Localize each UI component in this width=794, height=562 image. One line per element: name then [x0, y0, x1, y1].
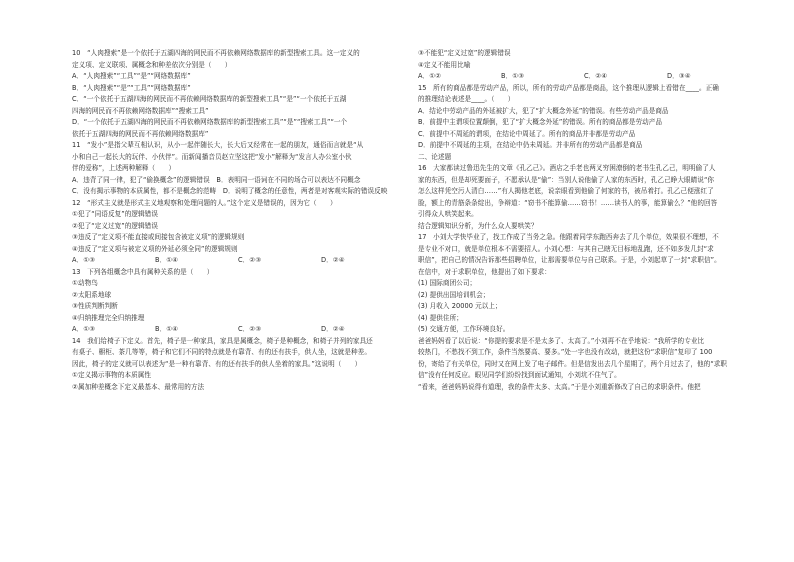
left-column [72, 48, 404, 393]
option-a: A．①③ [72, 256, 96, 264]
q14-options [418, 71, 750, 83]
text-line: 17 小刘大学快毕业了，找工作成了当务之急。他跟着同学东跑西奔去了几个单位，效果很不理想，不 [418, 233, 719, 241]
text-line: 因此，椅子的定义就可以表述为“是一种有靠背、有的还有扶手的供人坐着的家具。”这说明（ ） [72, 359, 362, 368]
text-line: ③性质判断判断 [72, 302, 118, 310]
text-line: C．“一个依托于五湖四海的网民而不再依赖网络数据库的新型搜索工具”“是”“一个依托于五湖 [72, 95, 347, 103]
text-line: 怎么这样凭空污人清白……”有人揭他老底，说亲眼看到他偷了何家的书，被吊着打。孔乙己便涨红了 [418, 187, 714, 195]
option-a: A．①② [418, 72, 442, 80]
text-line: ③不能犯“定义过宽”的逻辑错误 [418, 49, 511, 57]
option-b: B．①③ [501, 72, 525, 80]
text-line: 脸，额上的青筋条条绽出，争辩道：“窃书不能算偷……窃书！……读书人的事，能算偷么？”他的回答 [418, 198, 718, 207]
text-line: A．“人肉搜索”“工具”“是”“网络数据库” [72, 72, 191, 80]
text-line: ②太阳系地球 [72, 290, 112, 299]
option-b: B．①④ [155, 325, 179, 333]
text-line: 15 所有的商品都是劳动产品，所以，所有的劳动产品都是商品，这个推理从逻辑上看错在____。正确 [418, 83, 719, 92]
text-line: 16 大家都读过鲁迅先生的文章《孔乙己》。酒店之手老也两叉穷困潦倒的老书生孔乙己，明明偷了人 [418, 164, 716, 172]
text-line: 信”没有任何反应。眼见同学们纷纷找到面试通知，小刘坑不住气了。 [418, 371, 621, 379]
right-column [418, 48, 750, 393]
text-line: 家的东西，但是却死要面子，不愿承认是“偷”：当别人说他偷了人家的东西时，孔乙己睁大眼睛说“你 [418, 175, 715, 184]
text-line: 有桌子、橱柜、茶几等等，椅子和它们不同的特点就是有靠背、有的还有扶手，供人坐，这就是种差。 [72, 348, 371, 356]
text-line: C．没有揭示事物的本质属性，都不是概念的范畴 D．说明了概念的任意性，两者是对客观实际的错误反映 [72, 187, 388, 195]
text-line: 在信中，对于求职单位，他提出了如下要求： [418, 267, 551, 276]
option-a: A．①③ [72, 325, 96, 333]
text-line: B．前提中主谓项位置颠倒，犯了“扩大概念外延”的错误。所有的商品都是劳动产品 [418, 118, 663, 126]
text-line: ④违反了“定义项与被定义项的外延必须全同”的逻辑规则 [72, 244, 238, 253]
option-d: D．③④ [667, 72, 691, 80]
text-line: 爸爸妈妈看了以后说：“你提的要求是不是太多了、太高了。”小刘再不在乎地说：“我所学的专业比 [418, 336, 705, 345]
option-c: C．②④ [584, 72, 608, 80]
text-line: A．违背了同一律，犯了“偷换概念”的逻辑错误 B．表明同一语词在不同的场合可以表达不同概念 [72, 175, 361, 184]
option-d: D．②④ [321, 325, 345, 333]
text-line: 10 “人肉搜索”是一个依托于五湖四海的网民而不再依赖网络数据库的新型搜索工具。这一定义的 [72, 49, 360, 57]
option-c: C．②③ [238, 325, 262, 333]
text-line: B．“人肉搜索”“是”“工具”“网络数据库” [72, 83, 191, 92]
section-title: 二、论述题 [418, 152, 452, 161]
text-line: 13 下列各组概念中具有属种关系的是（ ） [72, 267, 214, 276]
text-line: 是专业不对口，就是单位根本不需要招人。小刘心想：与其自己瞎无目标地乱跑，还不如多发几封“求 [418, 244, 714, 253]
q12-options [72, 255, 404, 267]
text-line: (5) 交通方便，工作环境良好。 [418, 325, 510, 333]
option-c: C．②③ [238, 256, 262, 264]
text-line: 引得众人哄笑起来。 [418, 210, 478, 218]
text-line: (3) 月收入 20000 元以上； [418, 302, 502, 310]
text-line: 小和自己一起长大的玩伴、小伙伴”。而新闻播音员赵立坚这把“发小”解释为“发言人办公室小伙 [72, 152, 352, 161]
text-line: ①定义揭示事物的本质属性 [72, 371, 152, 379]
q13-options [72, 324, 404, 336]
text-line: ②属加种差概念下定义最基本、最常用的方法 [72, 382, 205, 391]
text-line: ③违反了“定义项不能直接或间接包含被定义项”的逻辑规则 [72, 233, 245, 241]
text-line: ②犯了“定义过宽”的逻辑错误 [72, 221, 158, 230]
text-line: 伴的爱称”，上述两种解释（ ） [72, 164, 176, 172]
text-line: (2) 提供出国培训机会； [418, 290, 490, 299]
text-line: ④归纳推理完全归纳推理 [72, 313, 145, 322]
text-line: ④定义不能用比喻 [418, 60, 471, 69]
text-line: A．结论中劳动产品的外延被扩大，犯了“扩大概念外延”的错误。有些劳动产品是商品 [418, 106, 669, 115]
text-line: D．前提中不周延的主项，在结论中仍未周延。并非所有的劳动产品都是商品 [418, 141, 643, 149]
option-b: B．①④ [155, 256, 179, 264]
text-line: 定义项、定义联项、属概念和种差依次分别是（ ） [72, 60, 232, 69]
text-line: ①犯了“同语反复”的逻辑错误 [72, 210, 158, 218]
text-line: 11 “发小”是指父辈互相认识，从小一起伴随长大，长大后又经常在一起的朋友，通俗而言就是“从 [72, 141, 364, 149]
text-line: 四海的网民而不再依赖网络数据库”“搜索工具” [72, 106, 209, 115]
text-line: ①动物鸟 [72, 279, 98, 287]
text-line: 的推理结论表述是____。（ ） [418, 95, 515, 103]
text-line: 结合逻辑知识分析，为什么众人要哄笑？ [418, 221, 538, 230]
text-line: (4) 提供住所； [418, 313, 463, 322]
text-line: 职信”，把自己的情况告诉那些招聘单位，让那需要单位与自己联系。于是，小刘起草了一封“求职信”。 [418, 256, 721, 264]
text-line: C．前提中不周延的谓项，在结论中周延了。所有的商品并非都是劳动产品 [418, 129, 636, 138]
text-line: “看来，爸爸妈妈说得有道理，我的条件太多、太高。”于是小刘重新修改了自己的求职条件。他把 [418, 382, 701, 391]
text-line: 较热门，不愁找不到工作，条件当然要高、要多。”处一字也没有改动，就把这份“求职信”复印了 100 [418, 348, 713, 356]
text-line: (1) 国际商团公司； [418, 279, 477, 287]
text-line: 12 “形式主义就是形式主义地观察和处理问题的人。”这个定义是错误的，因为它（ ） [72, 198, 337, 207]
text-line: 份，寄给了有关单位，同时又在网上发了电子邮件。但是信发出去几个星期了，两个月过去了，他的“求职 [418, 359, 728, 368]
text-line: 依托于五湖四海的网民而不再依赖网络数据库” [72, 129, 209, 138]
text-line: 14 我们给椅子下定义。首先，椅子是一种家具，家具是属概念，椅子是种概念，和椅子并列的家具还 [72, 336, 373, 345]
option-d: D．②④ [321, 256, 345, 264]
text-line: D．“一个依托于五湖四海的网民而不再依赖网络数据库的新型搜索工具”“是”“搜索工具”“一个 [72, 118, 348, 126]
